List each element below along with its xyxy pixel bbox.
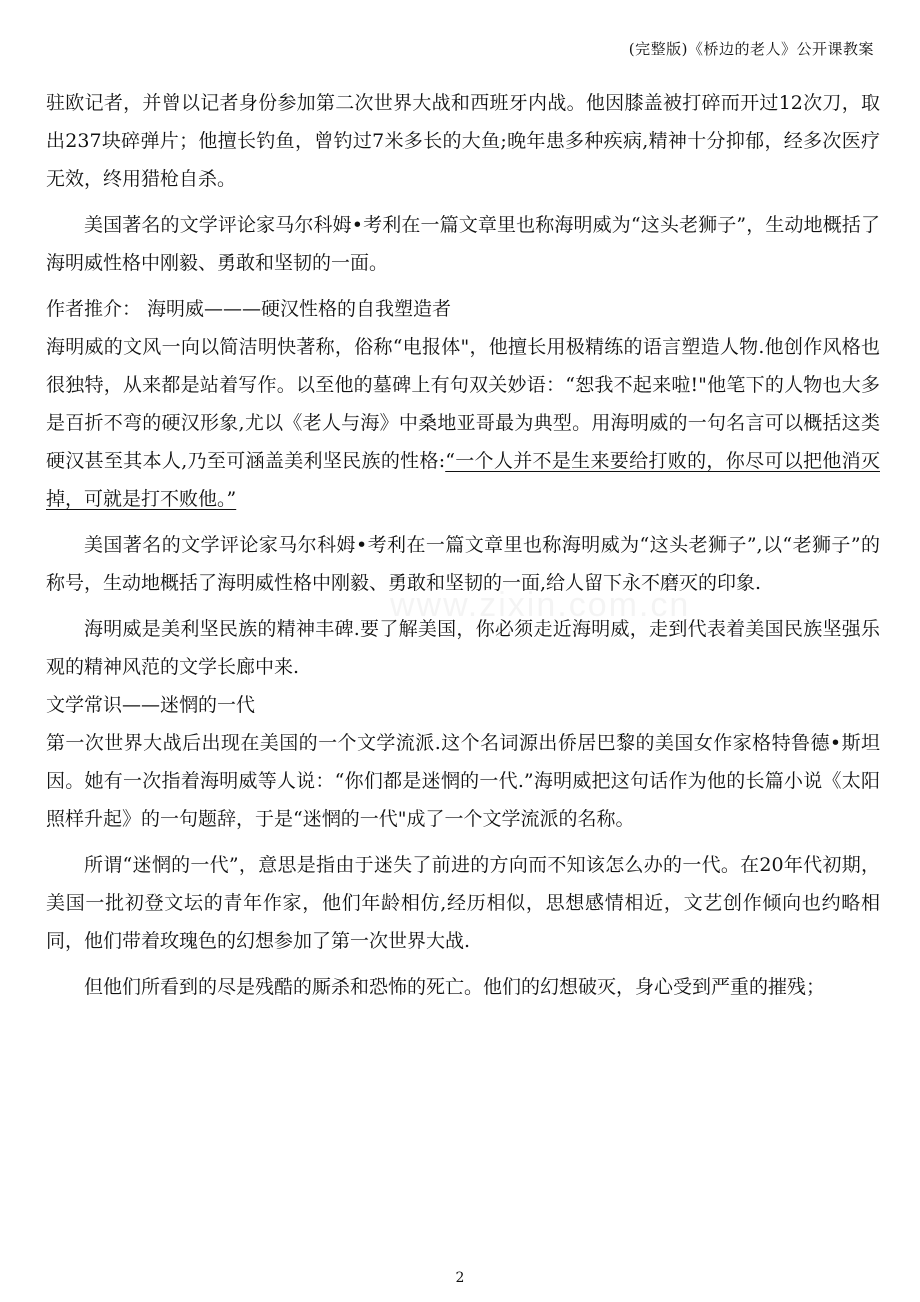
- watermark: www.zixin.com.cn: [390, 586, 691, 624]
- section-heading-lost-generation: 文学常识——迷惘的一代: [46, 694, 256, 716]
- paragraph-monument: 海明威是美利坚民族的精神丰碑.要了解美国，你必须走近海明威，走到代表着美国民族坚强乐观的精神风范的文学长廊中来.: [46, 618, 880, 678]
- paragraph-author-bio: 驻欧记者，并曾以记者身份参加第二次世界大战和西班牙内战。他因膝盖被打碎而开过12次刀，取出237块碎弹片；他擅长钓鱼，曾钓过7米多长的大鱼;晚年患多种疾病,精神十分抑郁，经多次医疗无效，终用猎枪自杀。: [46, 92, 880, 190]
- paragraph-war-experience: 但他们所看到的尽是残酷的厮杀和恐怖的死亡。他们的幻想破灭，身心受到严重的摧残；: [84, 976, 826, 998]
- page-number: 2: [455, 1270, 465, 1286]
- paragraph-old-lion: 美国著名的文学评论家马尔科姆•考利在一篇文章里也称海明威为“这头老狮子”，生动地概括了海明威性格中刚毅、勇敢和坚韧的一面。: [46, 214, 880, 274]
- paragraph-writing-style: [46, 328, 880, 518]
- page-header: (完整版)《桥边的老人》公开课教案: [628, 40, 874, 58]
- document-body: [46, 84, 880, 1006]
- writing-style-text: 海明威的文风一向以简洁明快著称，俗称“电报体"，他擅长用极精练的语言塑造人物.他创作风格也很独特，从来都是站着写作。以至他的墓碑上有句双关妙语：“恕我不起来啦!"他笔下的人物也大多是百折不弯的硬汉形象,尤以《老人与海》中桑地亚哥最为典型。用海明威的一句名言可以概括这类硬汉甚至其本人,乃至可涵盖美利坚民族的性格:: [46, 336, 880, 472]
- paragraph-old-lion-2: 美国著名的文学评论家马尔科姆•考利在一篇文章里也称海明威为“这头老狮子”,以“老狮子”的称号，生动地概括了海明威性格中刚毅、勇敢和坚韧的一面,给人留下永不磨灭的印象.: [46, 534, 880, 594]
- underlined-quote: “一个人并不是生来要给打败的，你尽可以把他消灭掉，可就是打不败他。”: [46, 450, 880, 510]
- section-heading-author: 作者推介： 海明威———硬汉性格的自我塑造者: [46, 298, 452, 320]
- paragraph-lost-generation-meaning: 所谓“迷惘的一代”，意思是指由于迷失了前进的方向而不知该怎么办的一代。在20年代初期，美国一批初登文坛的青年作家，他们年龄相仿,经历相似，思想感情相近，文艺创作倾向也约略相同，他们带着玫瑰色的幻想参加了第一次世界大战.: [46, 854, 880, 952]
- paragraph-lost-generation-origin: 第一次世界大战后出现在美国的一个文学流派.这个名词源出侨居巴黎的美国女作家格特鲁德•斯坦因。她有一次指着海明威等人说：“你们都是迷惘的一代.”海明威把这句话作为他的长篇小说《太阳照样升起》的一句题辞，于是“迷惘的一代"成了一个文学流派的名称。: [46, 732, 880, 830]
